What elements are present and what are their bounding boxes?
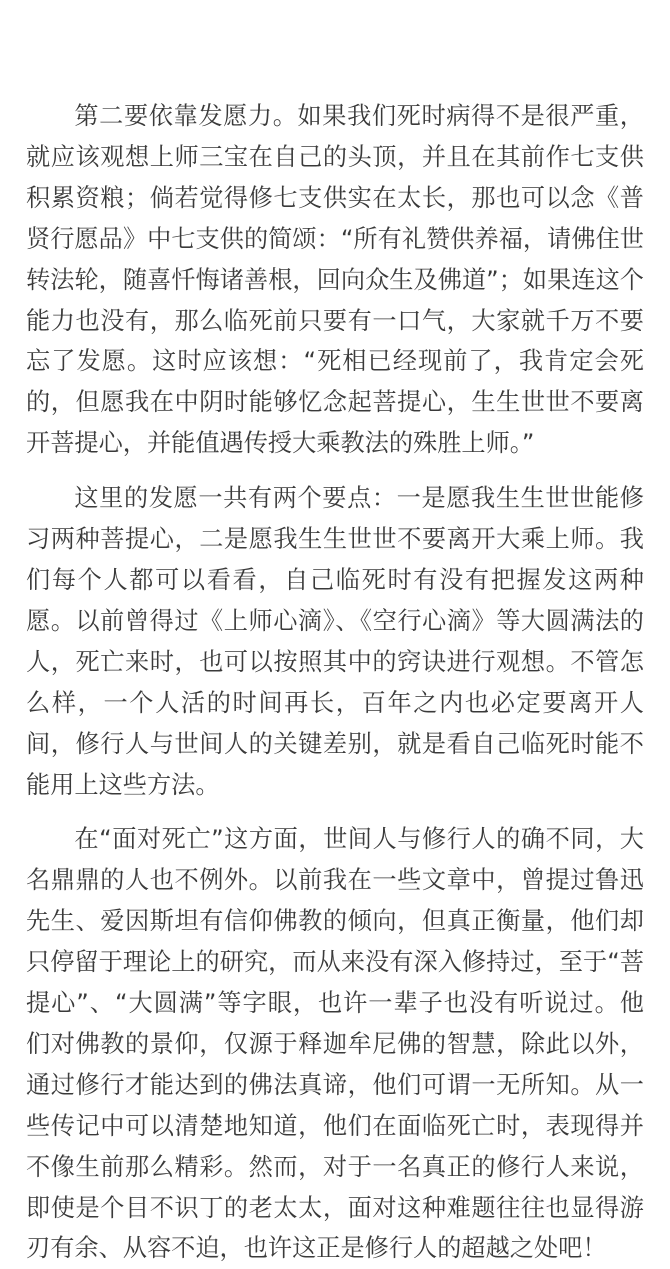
paragraph-vow-power: 第二要依靠发愿力。如果我们死时病得不是很严重，就应该观想上师三宝在自己的头顶，并且在其前作七支供积累资粮；倘若觉得修七支供实在太长，那也可以念《普贤行愿品》中七支供的简颂：“所有礼赞供养福，请佛住世转法轮，随喜忏悔诸善根，回向众生及佛道”；如果连这个能力也没有，那么临死前只要有一口气，大家就千万不要忘了发愿。这时应该想：“死相已经现前了，我肯定会死的，但愿我在中阴时能够忆念起菩提心，生生世世不要离开菩提心，并能值遇传授大乘教法的殊胜上师。” <box>26 102 644 458</box>
paragraph-facing-death: 在“面对死亡”这方面，世间人与修行人的确不同，大名鼎鼎的人也不例外。以前我在一些文章中，曾提过鲁迅先生、爱因斯坦有信仰佛教的倾向，但真正衡量，他们却只停留于理论上的研究，而从来没有深入修持过，至于“菩提心”、“大圆满”等字眼，也许一辈子也没有听说过。他们对佛教的景仰，仅源于释迦牟尼佛的智慧，除此以外，通过修行才能达到的佛法真谛，他们可谓一无所知。从一些传记中可以清楚地知道，他们在面临死亡时，表现得并不像生前那么精彩。然而，对于一名真正的修行人来说，即使是个目不识丁的老太太，面对这种难题往往也显得游刃有余、从容不迫，也许这正是修行人的超越之处吧！ <box>26 825 644 1263</box>
paragraph-two-key-points: 这里的发愿一共有两个要点：一是愿我生生世世能修习两种菩提心，二是愿我生生世世不要离开大乘上师。我们每个人都可以看看，自己临死时有没有把握发这两种愿。以前曾得过《上师心滴》、《空行心滴》等大圆满法的人，死亡来时，也可以按照其中的窍诀进行观想。不管怎么样，一个人活的时间再长，百年之内也必定要离开人间，修行人与世间人的关键差别，就是看自己临死时能不能用上这些方法。 <box>26 484 644 799</box>
